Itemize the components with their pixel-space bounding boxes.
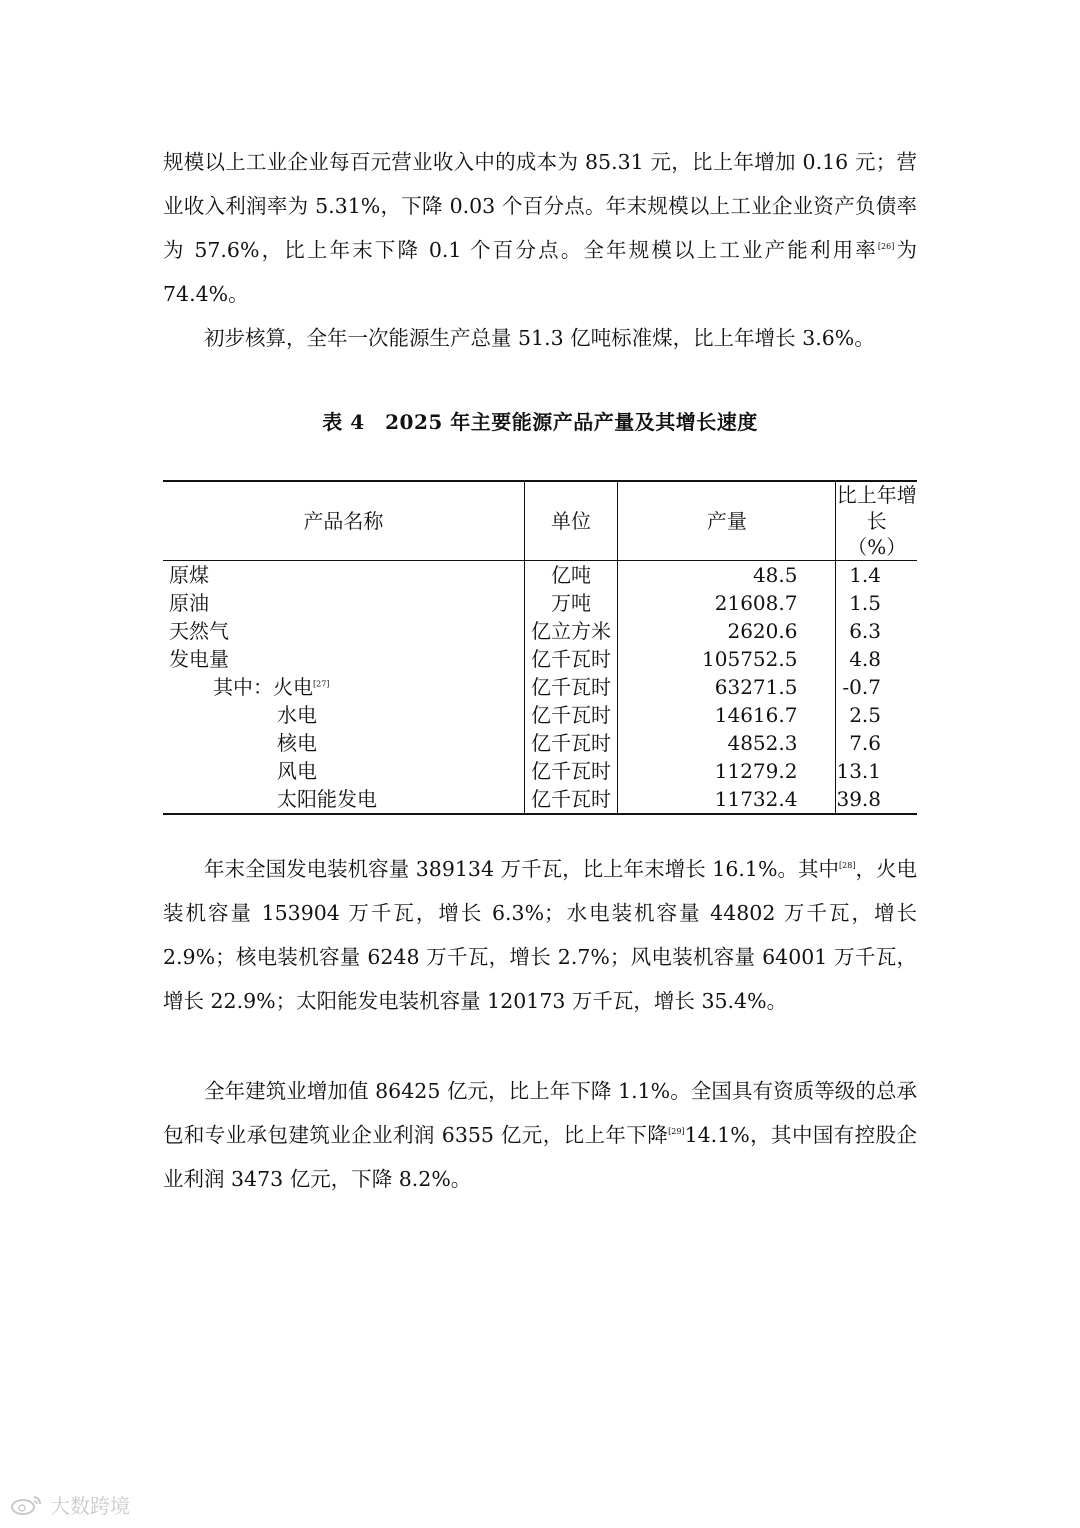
table-header-row: [163, 481, 917, 561]
cell-growth: 39.8: [836, 785, 917, 814]
paragraph-primary-energy: [163, 316, 917, 360]
energy-output-table: [163, 480, 917, 815]
table-title: 表 4 2025 年主要能源产品产量及其增长速度: [322, 410, 758, 434]
cell-output: 63271.5: [618, 673, 836, 701]
header-product-name: 产品名称: [163, 481, 524, 561]
table-row: [163, 589, 917, 617]
paragraph-generating-capacity: [163, 847, 917, 1023]
watermark-text: 大数跨境: [50, 1494, 130, 1518]
cell-output: 21608.7: [618, 589, 836, 617]
cell-unit: 亿千瓦时: [524, 729, 618, 757]
cell-name: 原油: [163, 589, 524, 617]
cell-output: 14616.7: [618, 701, 836, 729]
cell-name: 风电: [163, 757, 524, 785]
cell-name: 核电: [163, 729, 524, 757]
cell-unit: 亿千瓦时: [524, 645, 618, 673]
table-row: [163, 757, 917, 785]
cell-growth: 1.4: [849, 563, 881, 587]
footnote-marker: [26]: [877, 242, 895, 252]
cell-name: 太阳能发电: [163, 785, 524, 814]
table-row: [163, 617, 917, 645]
paragraph-text: 14.1%，其中国有控股企业利润 3473 亿元，下降 8.2%。: [163, 1123, 918, 1191]
watermark: [10, 1490, 130, 1519]
cell-unit: 亿千瓦时: [524, 785, 618, 814]
paragraph-industrial-profit: [163, 140, 917, 316]
header-growth: [836, 481, 917, 561]
table-row: [163, 701, 917, 729]
table-row: [163, 729, 917, 757]
cell-growth: 4.8: [849, 647, 881, 671]
cell-output: 4852.3: [618, 729, 836, 757]
cell-output: 11279.2: [618, 757, 836, 785]
paragraph-text: ，火电装机容量 153904 万千瓦，增长 6.3%；水电装机容量 44802 万千瓦，增长 2.9%；核电装机容量 6248 万千瓦，增长 2.7%；风电装机容量 64001 万千瓦，增长 22.9%；太阳能发电装机容量 120173 万千瓦，增长 35.4%。: [163, 857, 918, 1013]
paragraph-text: 年末全国发电装机容量 389134 万千瓦，比上年末增长 16.1%。其中: [204, 857, 840, 881]
header-growth-line2: （%）: [847, 535, 907, 559]
footnote-marker: [27]: [313, 679, 330, 689]
cell-growth: 1.5: [849, 591, 881, 615]
cell-growth: 7.6: [849, 731, 881, 755]
cell-name: 其中：火电[27]: [163, 673, 524, 701]
paragraph-text: 全年建筑业增加值 86425 亿元，比上年下降 1.1%。全国具有资质等级的总承包和专业承包建筑业企业利润 6355 亿元，比上年下降: [163, 1079, 917, 1147]
cell-unit: 亿立方米: [524, 617, 618, 645]
cell-growth: 6.3: [849, 619, 881, 643]
paragraph-text: 规模以上工业企业每百元营业收入中的成本为 85.31 元，比上年增加 0.16 元；营业收入利润率为 5.31%，下降 0.03 个百分点。年末规模以上工业企业资产负债率为 57.6%，比上年末下降 0.1 个百分点。全年规模以上工业产能利用率: [163, 150, 917, 262]
cell-growth: 2.5: [849, 703, 881, 727]
cell-unit: 亿千瓦时: [524, 673, 618, 701]
cell-unit: 亿吨: [524, 561, 618, 590]
cell-output: 2620.6: [618, 617, 836, 645]
header-output: 产量: [618, 481, 836, 561]
footnote-marker: [28]: [839, 861, 856, 871]
header-unit: 单位: [524, 481, 618, 561]
paragraph-construction: [163, 1069, 917, 1201]
cell-output: 11732.4: [618, 785, 836, 814]
paragraph-text: 为 74.4%。: [163, 238, 917, 306]
cell-name: 原煤: [163, 561, 524, 590]
paragraph-text: 初步核算，全年一次能源生产总量 51.3 亿吨标准煤，比上年增长 3.6%。: [204, 326, 875, 350]
cell-unit: 亿千瓦时: [524, 701, 618, 729]
cell-growth: -0.7: [842, 675, 881, 699]
table-row: [163, 645, 917, 673]
table-row: [163, 785, 917, 814]
footnote-marker: [29]: [668, 1127, 685, 1137]
cell-output: 48.5: [618, 561, 836, 590]
cell-growth: 13.1: [836, 759, 881, 783]
cell-unit: 万吨: [524, 589, 618, 617]
cell-name: 水电: [163, 701, 524, 729]
cell-output: 105752.5: [618, 645, 836, 673]
table-row: [163, 673, 917, 701]
weibo-logo-icon: [10, 1493, 46, 1517]
table-row: [163, 561, 917, 590]
header-growth-line1: 比上年增长: [836, 483, 917, 533]
cell-name: 发电量: [163, 645, 524, 673]
cell-unit: 亿千瓦时: [524, 757, 618, 785]
cell-name: 天然气: [163, 617, 524, 645]
